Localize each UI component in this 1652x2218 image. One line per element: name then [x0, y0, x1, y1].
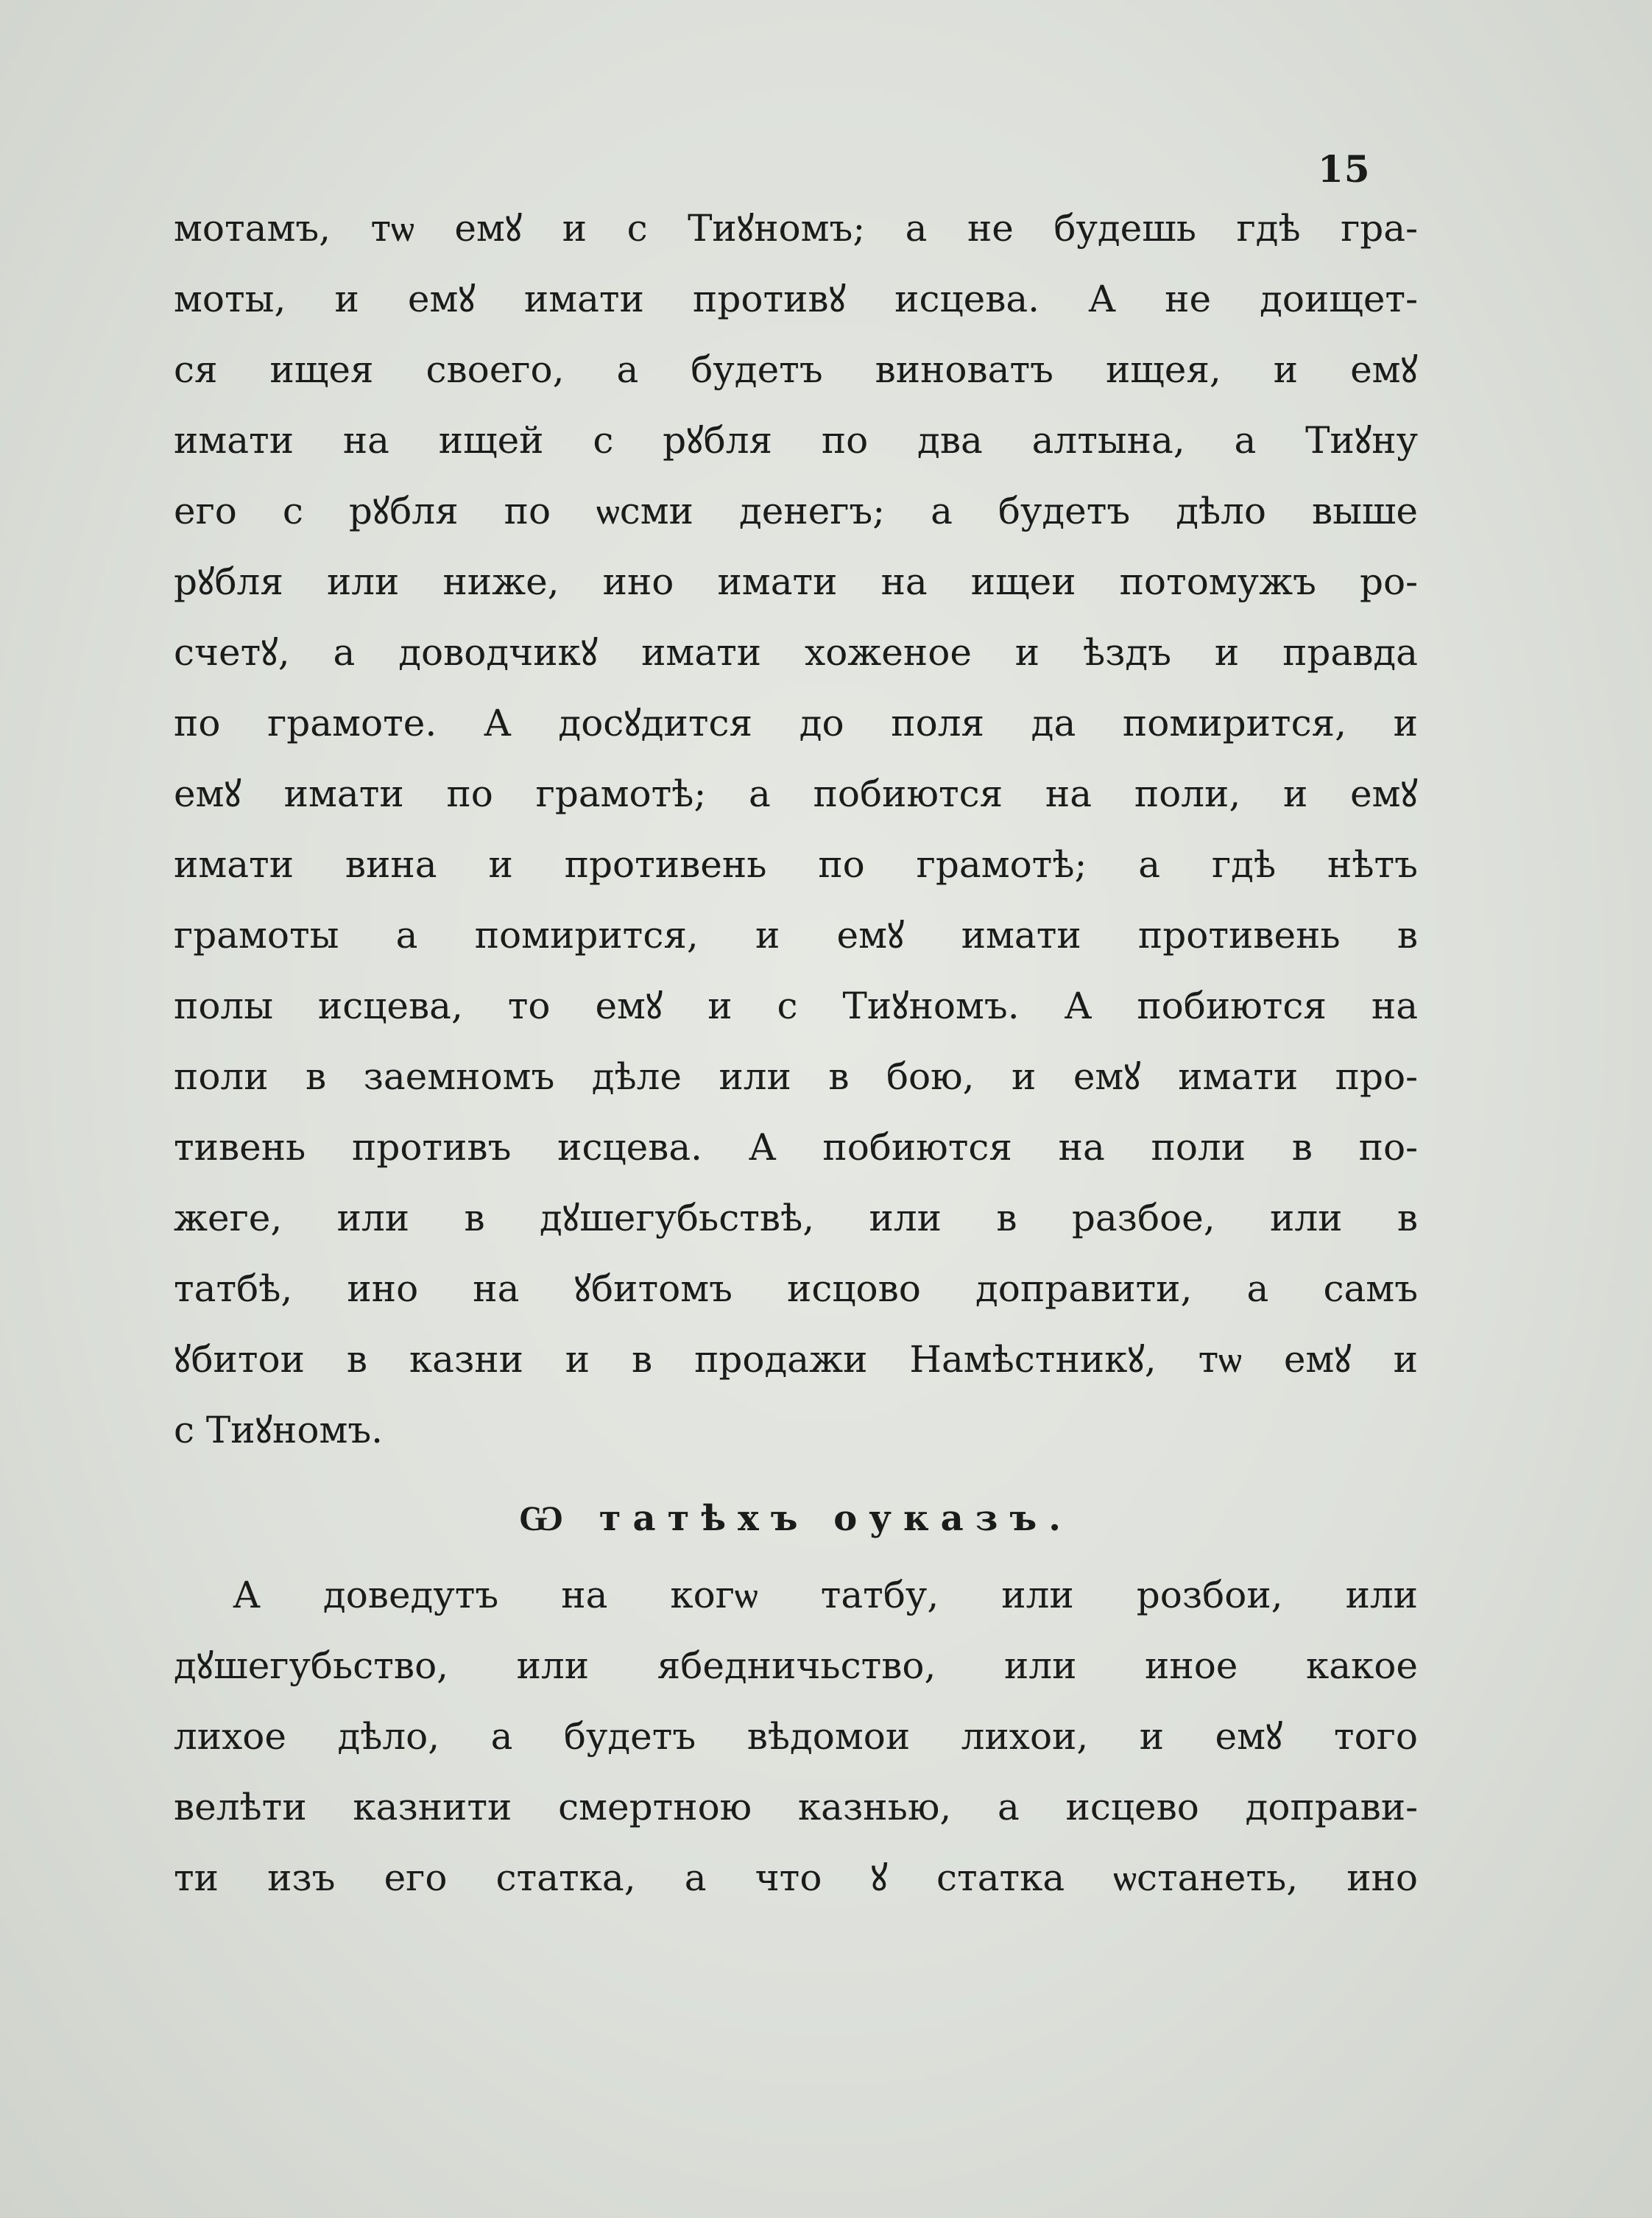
text-line: имати вина и противень по грамотѣ; а гдѣ нѣтъ — [174, 843, 1418, 886]
text-line: по грамоте. А досꙋдится до поля да помирится, и — [174, 702, 1418, 744]
text-block — [174, 193, 1418, 1913]
text-line: рꙋбля или ниже, ино имати на ищеи потомужъ ро- — [174, 560, 1418, 603]
text-line: с Тиꙋномъ. — [174, 1409, 384, 1451]
text-line: моты, и емꙋ имати противꙋ исцева. А не доищет- — [174, 278, 1418, 320]
text-line: мотамъ, тѡ емꙋ и с Тиꙋномъ; а не будешь гдѣ гра- — [174, 207, 1418, 250]
text-line: тивень противъ исцева. А побиются на поли в по- — [174, 1126, 1418, 1169]
text-line: грамоты а помирится, и емꙋ имати противень в — [174, 914, 1418, 957]
text-line: жеге, или в дꙋшегубьствѣ, или в разбое, или в — [174, 1197, 1418, 1239]
text-line: ся ищея своего, а будетъ виноватъ ищея, и емꙋ — [174, 348, 1418, 391]
text-line: счетꙋ, а доводчикꙋ имати хоженое и ѣздъ и правда — [174, 631, 1418, 674]
text-line: дꙋшегубьство, или ябедничьство, или иное какое — [174, 1644, 1418, 1687]
text-line: имати на ищей с рꙋбля по два алтына, а Тиꙋну — [174, 419, 1418, 462]
text-line: А доведутъ на когѡ татбу, или розбои, или — [233, 1574, 1418, 1616]
text-line: велѣти казнити смертною казнью, а исцево доправи- — [174, 1786, 1418, 1828]
text-line: татбѣ, ино на ꙋбитомъ исцово доправити, а самъ — [174, 1267, 1418, 1310]
section-heading: Ѡ татѣхъ оуказъ. — [519, 1498, 1073, 1539]
text-line: полы исцева, то емꙋ и с Тиꙋномъ. А побиются на — [174, 985, 1418, 1027]
page-number: 15 — [1318, 147, 1371, 191]
text-line: емꙋ имати по грамотѣ; а побиются на поли, и емꙋ — [174, 772, 1418, 815]
text-line: его с рꙋбля по ѡсми денегъ; а будетъ дѣло выше — [174, 490, 1418, 532]
text-line: поли в заемномъ дѣле или в бою, и емꙋ имати про- — [174, 1055, 1418, 1098]
paragraph-1 — [174, 193, 1418, 1465]
text-line: ти изъ его статка, а что ꙋ статка ѡстанеть, ино — [174, 1856, 1418, 1899]
paragraph-2 — [174, 1560, 1418, 1913]
text-line: лихое дѣло, а будетъ вѣдомои лихои, и емꙋ того — [174, 1715, 1418, 1758]
text-line: ꙋбитои в казни и в продажи Намѣстникꙋ, тѡ емꙋ и — [174, 1338, 1418, 1381]
